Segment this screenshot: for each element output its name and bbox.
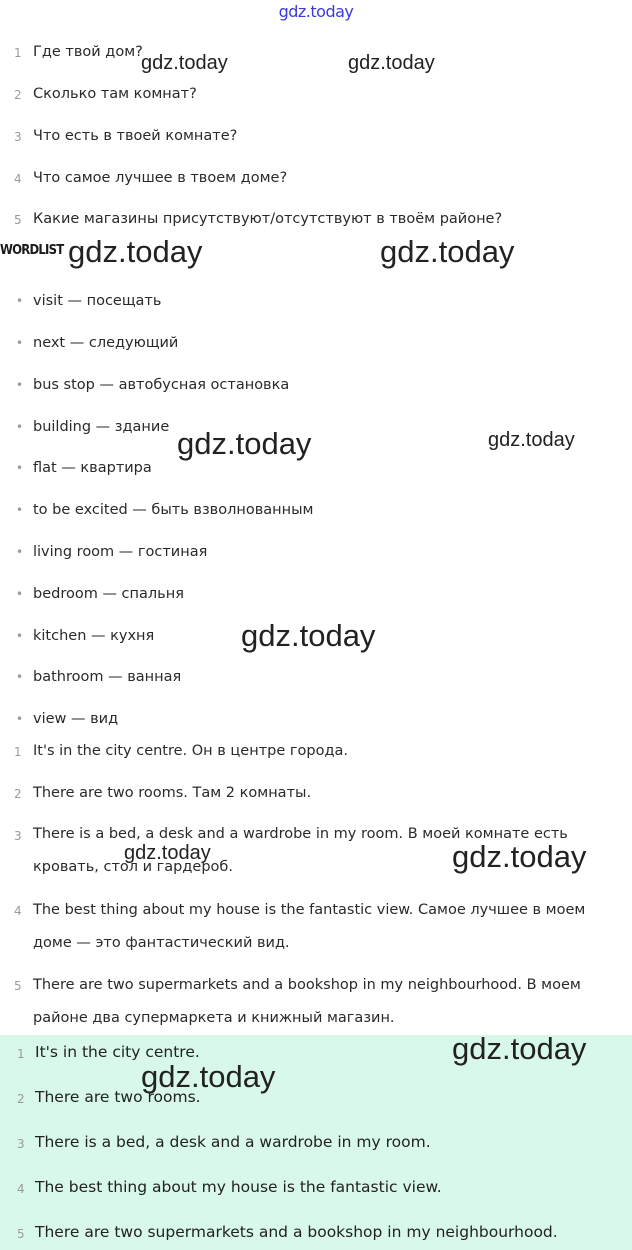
bullet-icon: •: [16, 629, 24, 643]
bullet-icon: •: [16, 670, 24, 684]
answer-number: 4: [17, 1182, 25, 1196]
watermark: gdz.today: [177, 426, 312, 461]
answer-text: It's in the city centre.: [35, 1043, 200, 1061]
watermark: gdz.today: [124, 842, 211, 864]
watermark: gdz.today: [241, 618, 376, 653]
site-logo: gdz.today: [278, 2, 354, 21]
wordlist-item: view — вид: [33, 711, 119, 727]
question-text: Какие магазины присутствуют/отсутствуют в твоём районе?: [33, 211, 503, 227]
wordlist-item: bus stop — автобусная остановка: [33, 377, 290, 393]
question-number: 3: [14, 130, 22, 144]
question-text: Что самое лучшее в твоем доме?: [33, 170, 288, 186]
translation-text: There is a bed, a desk and a wardrobe in my room. В моей комнате есть кровать, стол и гардероб.: [33, 826, 568, 875]
watermark: gdz.today: [68, 234, 203, 269]
translation-number: 1: [14, 745, 22, 759]
answers-panel: [0, 1035, 632, 1250]
answer-text: There is a bed, a desk and a wardrobe in my room.: [35, 1133, 431, 1151]
bullet-icon: •: [16, 503, 24, 517]
question-number: 2: [14, 88, 22, 102]
watermark: gdz.today: [348, 52, 435, 74]
question-number: 1: [14, 46, 22, 60]
watermark: gdz.today: [380, 234, 515, 269]
wordlist-item: living room — гостиная: [33, 544, 208, 560]
watermark: gdz.today: [141, 1059, 276, 1094]
watermark: gdz.today: [141, 52, 228, 74]
translation-number: 2: [14, 787, 22, 801]
question-number: 5: [14, 213, 22, 227]
bullet-icon: •: [16, 545, 24, 559]
bullet-icon: •: [16, 587, 24, 601]
bullet-icon: •: [16, 420, 24, 434]
bullet-icon: •: [16, 294, 24, 308]
question-number: 4: [14, 172, 22, 186]
question-text: Сколько там комнат?: [33, 86, 197, 102]
bullet-icon: •: [16, 336, 24, 350]
translation-text: It's in the city centre. Он в центре города.: [33, 743, 348, 759]
wordlist-item: kitchen — кухня: [33, 628, 155, 644]
answer-number: 3: [17, 1137, 25, 1151]
translation-number: 3: [14, 829, 22, 843]
bullet-icon: •: [16, 712, 24, 726]
answer-number: 2: [17, 1092, 25, 1106]
answer-number: 5: [17, 1227, 25, 1241]
translation-text: There are two supermarkets and a bookshop in my neighbourhood. В моем районе два супермаркета и книжный магазин.: [33, 977, 581, 1026]
wordlist-item: bedroom — спальня: [33, 586, 184, 602]
wordlist-item: to be excited — быть взволнованным: [33, 502, 314, 518]
wordlist-item: flat — квартира: [33, 460, 152, 476]
wordlist-item: bathroom — ванная: [33, 669, 182, 685]
bullet-icon: •: [16, 378, 24, 392]
translation-text: The best thing about my house is the fantastic view. Самое лучшее в моем доме — это фантастический вид.: [33, 902, 586, 951]
watermark: gdz.today: [452, 839, 587, 874]
question-text: Где твой дом?: [33, 44, 143, 60]
bullet-icon: •: [16, 461, 24, 475]
translation-number: 4: [14, 904, 22, 918]
watermark: gdz.today: [452, 1031, 587, 1066]
answer-text: The best thing about my house is the fantastic view.: [35, 1178, 442, 1196]
answer-text: There are two supermarkets and a bookshop in my neighbourhood.: [35, 1223, 558, 1241]
answer-text: There are two rooms.: [35, 1088, 201, 1106]
wordlist-item: building — здание: [33, 419, 170, 435]
translation-number: 5: [14, 979, 22, 993]
answer-number: 1: [17, 1047, 25, 1061]
watermark: gdz.today: [488, 429, 575, 451]
wordlist-item: next — следующий: [33, 335, 179, 351]
wordlist-heading: WORDLIST: [0, 243, 64, 258]
wordlist-item: visit — посещать: [33, 293, 162, 309]
translation-text: There are two rooms. Там 2 комнаты.: [33, 785, 312, 801]
question-text: Что есть в твоей комнате?: [33, 128, 238, 144]
